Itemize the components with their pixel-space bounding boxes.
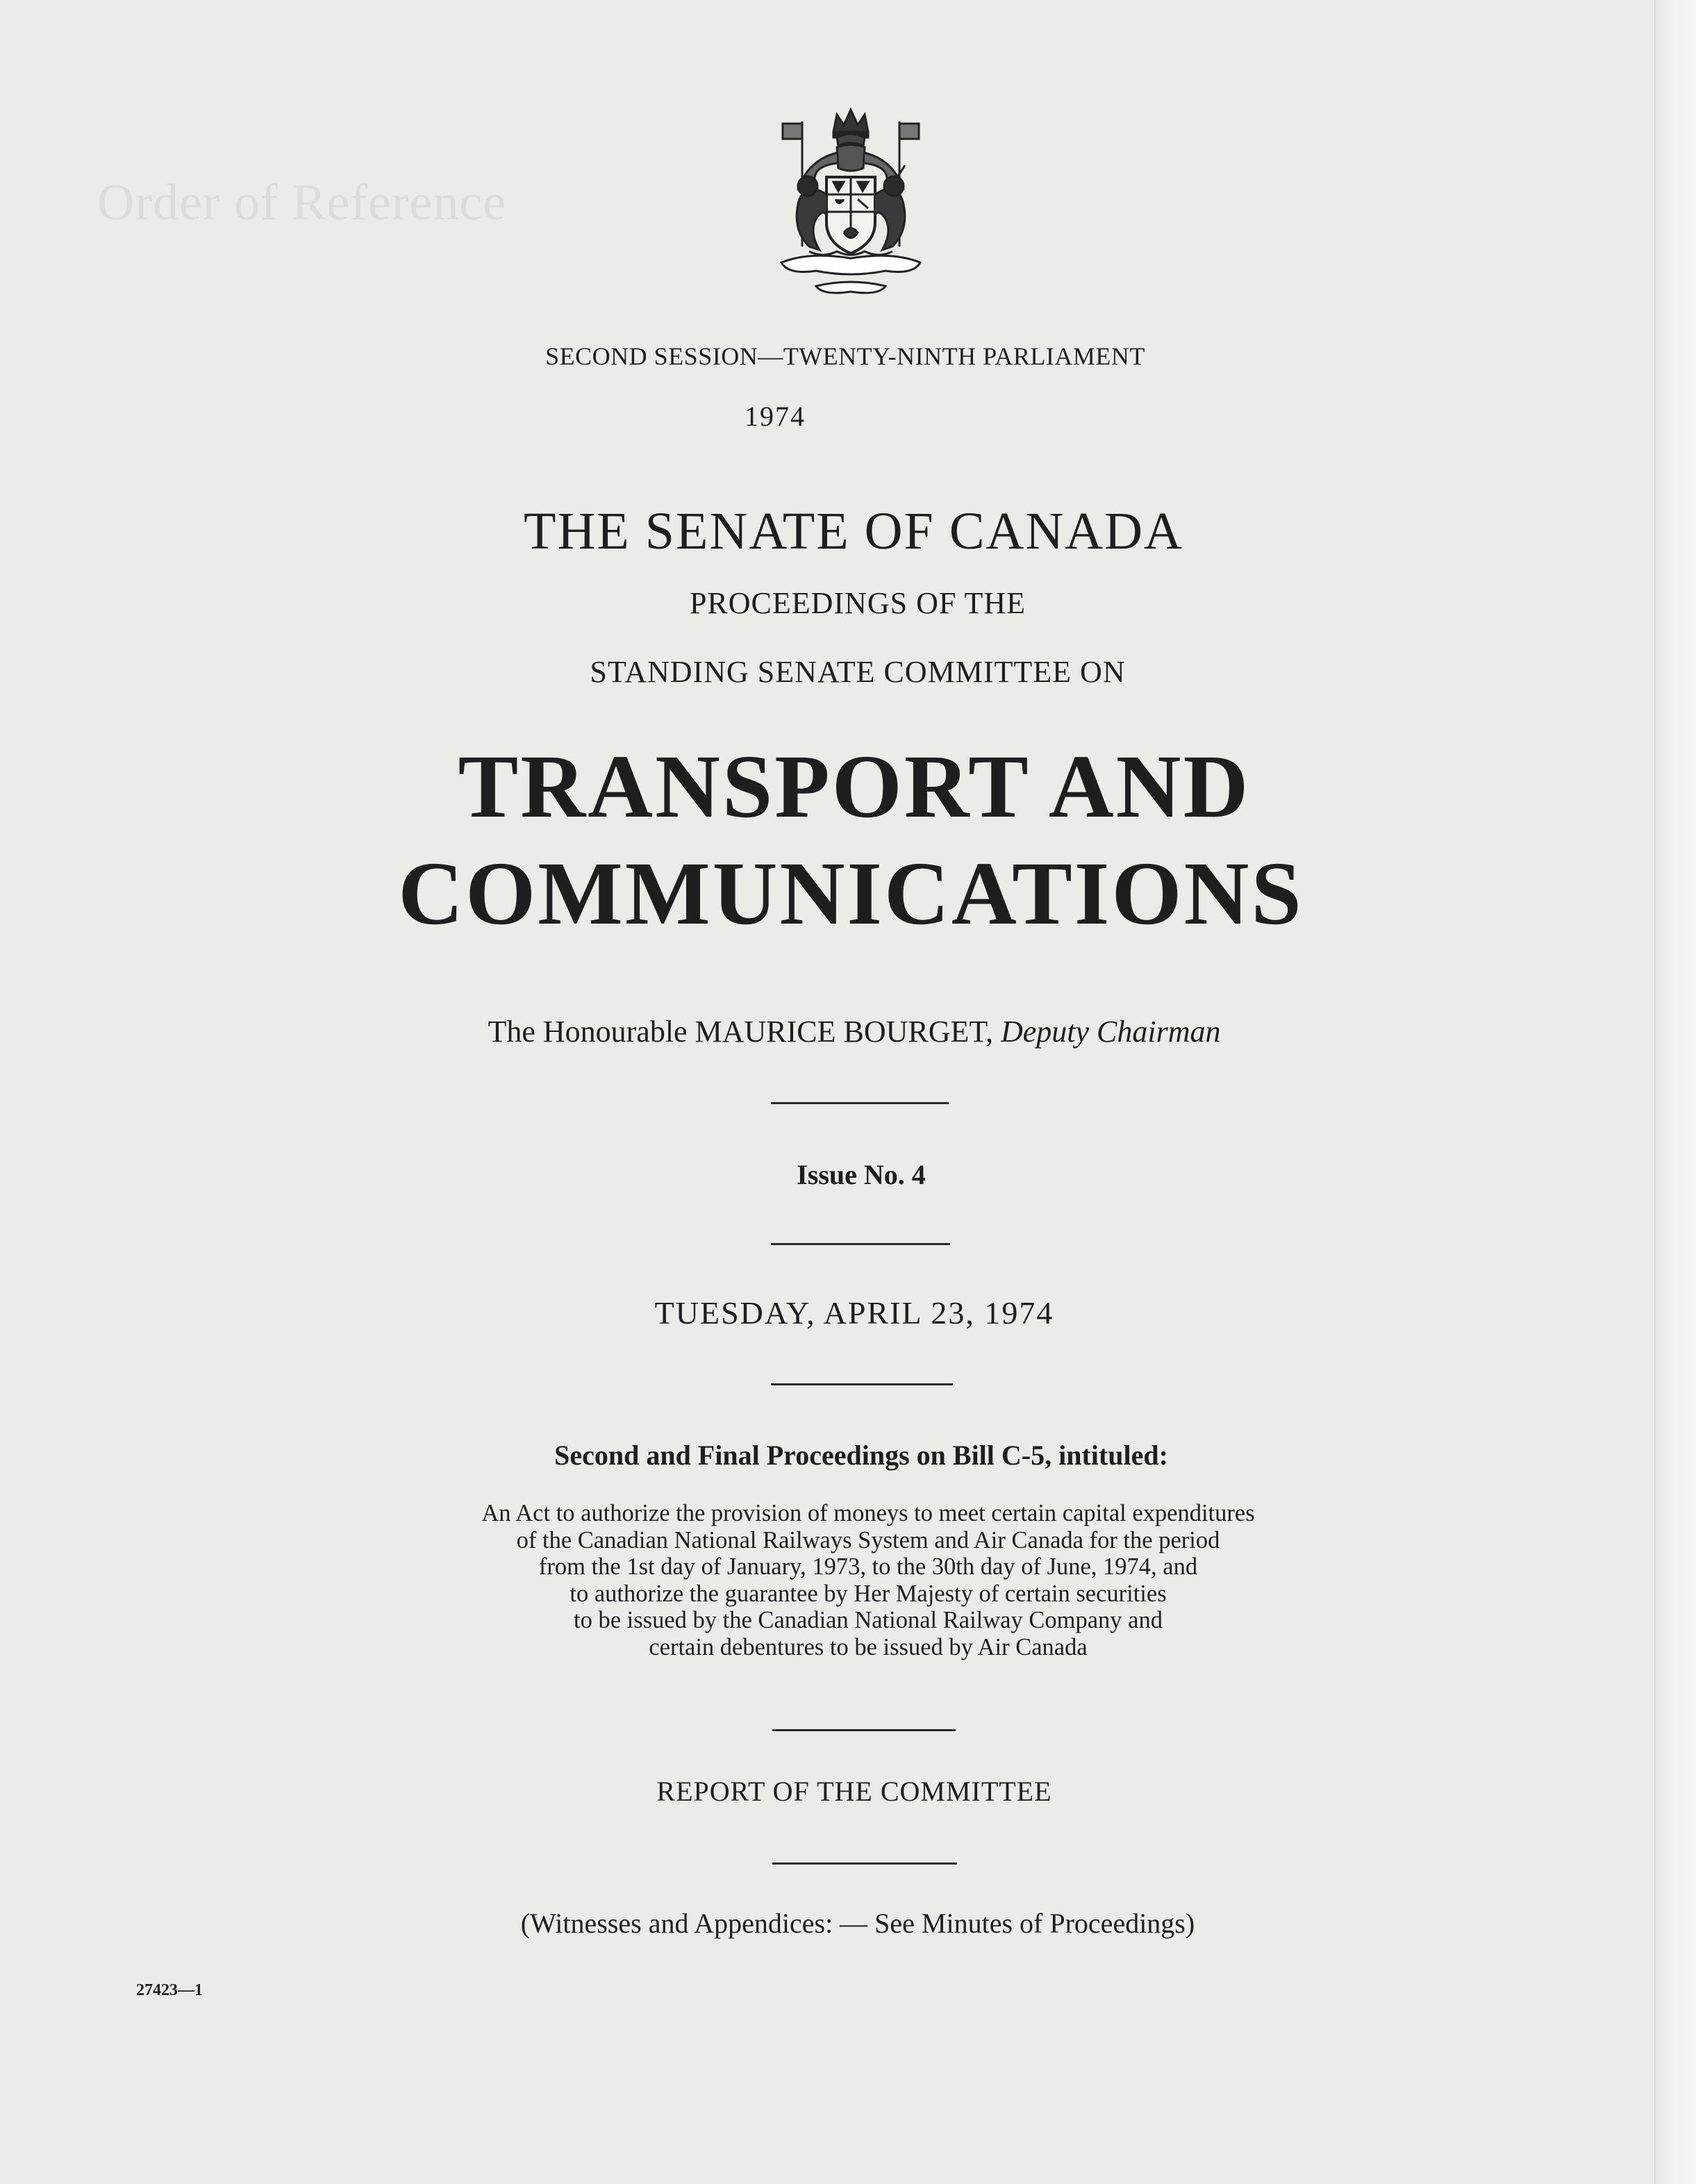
divider [771, 1383, 953, 1385]
chairman-line [361, 1014, 1347, 1049]
witnesses-note: (Witnesses and Appendices: — See Minutes of Proceedings) [520, 1908, 1195, 1939]
year-heading: 1974 [745, 401, 806, 432]
committee-subject-line-2: COMMUNICATIONS [398, 844, 1304, 944]
bill-title-line: certain debentures to be issued by Air Canada [649, 1633, 1088, 1660]
bill-title-line: to be issued by the Canadian National Railway Company and [574, 1607, 1163, 1633]
issue-number: Issue No. 4 [797, 1159, 926, 1190]
page-edge [1654, 0, 1696, 2184]
meeting-date: TUESDAY, APRIL 23, 1974 [654, 1295, 1054, 1331]
report-heading: REPORT OF THE COMMITTEE [656, 1776, 1052, 1807]
chairman-name: MAURICE BOURGET, [695, 1015, 993, 1049]
chairman-role: Deputy Chairman [1001, 1015, 1221, 1049]
bill-title-line: to authorize the guarantee by Her Majesty of certain securities [570, 1580, 1167, 1607]
bill-title [306, 1500, 1431, 1660]
senate-title: THE SENATE OF CANADA [524, 502, 1183, 560]
chairman-prefix: The Honourable [488, 1015, 688, 1049]
proceedings-heading: PROCEEDINGS OF THE [689, 586, 1026, 620]
session-heading: SECOND SESSION—TWENTY-NINTH PARLIAMENT [545, 342, 1145, 370]
bill-title-line: from the 1st day of January, 1973, to the 30th day of June, 1974, and [538, 1553, 1198, 1580]
bill-title-line: of the Canadian National Railways System and Air Canada for the period [516, 1526, 1220, 1553]
committee-subject-line-1: TRANSPORT AND [458, 737, 1251, 837]
divider [771, 1102, 949, 1104]
bleed-through-text: Order of Reference [97, 174, 507, 231]
print-code: 27423—1 [136, 1981, 203, 1999]
divider [772, 1729, 956, 1731]
divider [771, 1243, 950, 1245]
bill-heading: Second and Final Proceedings on Bill C-5, intituled: [554, 1440, 1168, 1471]
bill-title-line: An Act to authorize the provision of moneys to meet certain capital expenditures [481, 1500, 1255, 1526]
divider [772, 1862, 957, 1865]
committee-heading: STANDING SENATE COMMITTEE ON [590, 655, 1126, 689]
coat-of-arms-icon [767, 104, 934, 312]
